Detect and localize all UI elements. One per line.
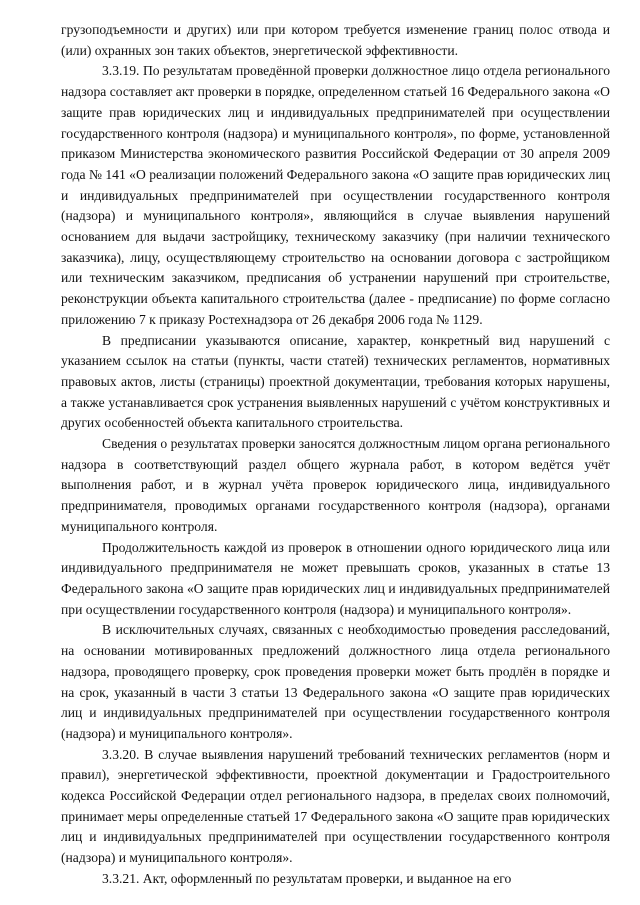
paragraph-continuation: грузоподъемности и других) или при котором требуется изменение границ полос отвода и (или) охранных зон таких объектов, энергетической эффективности.	[61, 22, 610, 58]
paragraph-3-3-21: 3.3.21. Акт, оформленный по результатам проверки, и выданное на его	[102, 870, 512, 886]
paragraph-inspection-duration: Продолжительность каждой из проверок в отношении одного юридического лица или индивидуального предпринимателя не может превышать сроков, указанных в статье 13 Федерального закона «О защите прав юридических лиц и индивидуальных предпринимателей при осуществлении государственного контроля (надзора) и муниципального контроля».	[61, 539, 610, 617]
paragraph-3-3-19: 3.3.19. По результатам проведённой проверки должностное лицо отдела регионального надзора составляет акт проверки в порядке, определенном статьей 16 Федерального закона «О защите прав юридических лиц и индивидуальных предпринимателей при осуществлении государственного контроля (надзора) и муниципального контроля», по форме, установленной приказом Министерства экономического развития Российской Федерации от 30 апреля 2009 года № 141 «О реализации положений Федерального закона «О защите прав юридических лиц и индивидуальных предпринимателей при осуществлении государственного контроля (надзора) и муниципального контроля», являющийся в случае выявления нарушений основанием для выдачи застройщику, техническому заказчику (при наличии технического заказчика), лицу, осуществляющему строительство на основании договора с застройщиком или техническим заказчиком, предписания об устранении нарушений при строительстве, реконструкции объекта капитального строительства (далее - предписание) по форме согласно приложению 7 к приказу Ростехнадзора от 26 декабря 2006 года № 1129.	[61, 63, 610, 327]
paragraph-3-3-20: 3.3.20. В случае выявления нарушений требований технических регламентов (норм и правил), энергетической эффективности, проектной документации и Градостроительного кодекса Российской Федерации отдел регионального надзора, в пределах своих полномочий, принимает меры определенные статьей 17 Федерального закона «О защите прав юридических лиц и индивидуальных предпринимателей при осуществлении государственного контроля (надзора) и муниципального контроля».	[61, 746, 610, 866]
paragraph-prescription: В предписании указываются описание, характер, конкретный вид нарушений с указанием ссылок на статьи (пункты, части статей) технических регламентов, нормативных правовых актов, листы (страницы) проектной документации, требования которых нарушены, а также устанавливается срок устранения выявленных нарушений с учётом конструктивных и других особенностей объекта капитального строительства.	[61, 332, 610, 431]
paragraph-exceptional-cases: В исключительных случаях, связанных с необходимостью проведения расследований, на основании мотивированных предложений должностного лица отдела регионального надзора, проводящего проверку, срок проведения проверки может быть продлён в порядке и на срок, указанный в части 3 статьи 13 Федерального закона «О защите прав юридических лиц и индивидуальных предпринимателей при осуществлении государственного контроля (надзора) и муниципального контроля».	[61, 622, 610, 741]
paragraph-journal-records: Сведения о результатах проверки заносятся должностным лицом органа регионального надзора в соответствующий раздел общего журнала работ, в котором ведётся учёт выполнения работ, и в журнал учёта проверок юридического лица, индивидуального предпринимателя, проводимых органами государственного контроля (надзора), органами муниципального контроля.	[61, 436, 610, 534]
